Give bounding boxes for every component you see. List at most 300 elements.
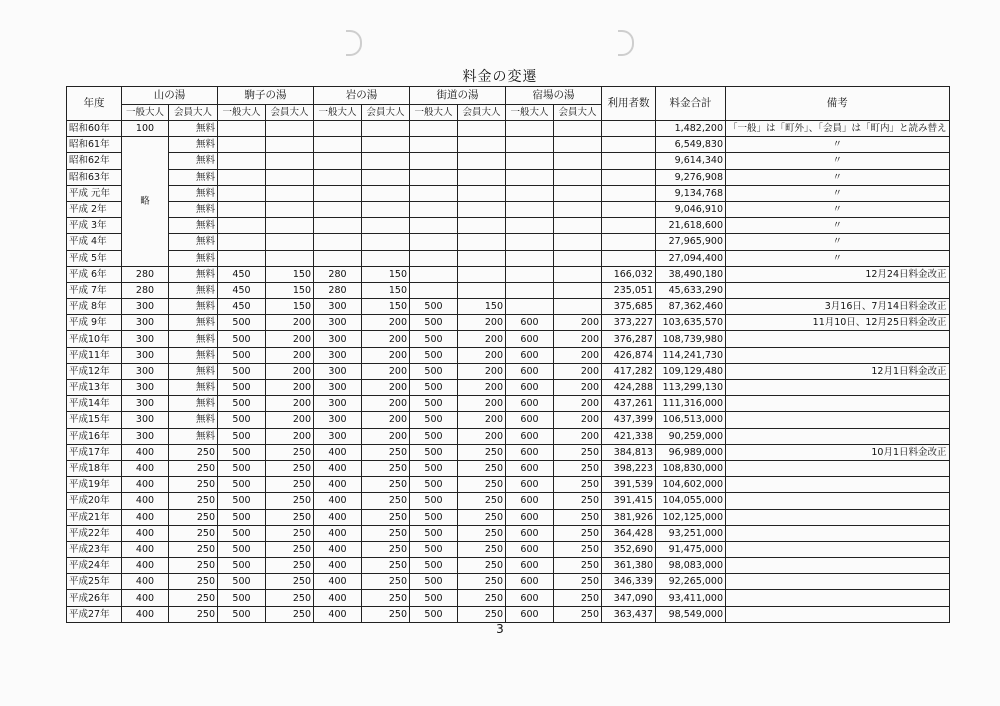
fee-cell: 200 — [362, 363, 410, 379]
fee-cell: 400 — [314, 444, 362, 460]
users-cell: 391,415 — [602, 493, 656, 509]
fee-cell — [266, 218, 314, 234]
year-cell: 平成 7年 — [67, 282, 122, 298]
fee-cell: 280 — [314, 282, 362, 298]
fee-cell: 300 — [122, 347, 169, 363]
year-cell: 平成10年 — [67, 331, 122, 347]
fee-cell: 400 — [314, 541, 362, 557]
fee-cell: 280 — [122, 282, 169, 298]
fee-cell: 500 — [410, 299, 458, 315]
fee-cell — [362, 153, 410, 169]
year-cell: 昭和62年 — [67, 153, 122, 169]
fee-cell: 500 — [410, 380, 458, 396]
fee-cell: 450 — [218, 299, 266, 315]
fee-cell: 600 — [506, 396, 554, 412]
fee-cell: 400 — [314, 525, 362, 541]
fee-cell: 200 — [362, 428, 410, 444]
fee-cell: 200 — [554, 428, 602, 444]
year-cell: 平成26年 — [67, 590, 122, 606]
table-row — [67, 590, 950, 606]
fee-cell — [314, 137, 362, 153]
fee-cell — [506, 121, 554, 137]
total-cell: 98,549,000 — [656, 606, 726, 622]
fee-cell — [266, 121, 314, 137]
table-row — [67, 315, 950, 331]
fee-cell: 無料 — [169, 299, 218, 315]
fee-cell: 300 — [314, 396, 362, 412]
table-row — [67, 185, 950, 201]
year-cell: 平成11年 — [67, 347, 122, 363]
fee-cell: 100 — [122, 121, 169, 137]
fee-cell: 250 — [169, 590, 218, 606]
table-row — [67, 509, 950, 525]
notes-cell — [726, 347, 950, 363]
fee-cell — [458, 266, 506, 282]
fee-cell: 500 — [218, 574, 266, 590]
fee-cell: 400 — [314, 493, 362, 509]
header-member-adult: 会員大人 — [554, 105, 602, 121]
fee-cell: 200 — [362, 315, 410, 331]
fee-cell: 250 — [554, 477, 602, 493]
total-cell: 91,475,000 — [656, 541, 726, 557]
notes-cell: 〃 — [726, 153, 950, 169]
users-cell: 384,813 — [602, 444, 656, 460]
header-general-adult: 一般大人 — [314, 105, 362, 121]
notes-cell — [726, 380, 950, 396]
fee-cell: 250 — [169, 541, 218, 557]
fee-cell: 500 — [218, 493, 266, 509]
fee-cell: 500 — [410, 525, 458, 541]
year-cell: 平成 3年 — [67, 218, 122, 234]
fee-cell: 250 — [458, 590, 506, 606]
fee-cell — [410, 153, 458, 169]
total-cell: 90,259,000 — [656, 428, 726, 444]
total-cell: 93,411,000 — [656, 590, 726, 606]
year-cell: 平成21年 — [67, 509, 122, 525]
fee-cell: 600 — [506, 444, 554, 460]
fee-cell: 500 — [218, 428, 266, 444]
fee-cell — [314, 121, 362, 137]
users-cell — [602, 250, 656, 266]
fee-cell: 500 — [410, 412, 458, 428]
fee-cell — [458, 185, 506, 201]
table-row — [67, 574, 950, 590]
header-general-adult: 一般大人 — [506, 105, 554, 121]
fee-cell: 450 — [218, 282, 266, 298]
year-cell: 平成24年 — [67, 558, 122, 574]
fee-cell: 500 — [218, 331, 266, 347]
fee-cell: 500 — [410, 331, 458, 347]
fee-cell: 200 — [362, 412, 410, 428]
fee-cell: 250 — [266, 493, 314, 509]
fee-cell — [506, 234, 554, 250]
fee-cell — [218, 137, 266, 153]
year-cell: 平成23年 — [67, 541, 122, 557]
fee-cell: 200 — [554, 347, 602, 363]
fee-cell: 300 — [122, 380, 169, 396]
total-cell: 98,083,000 — [656, 558, 726, 574]
fee-cell — [458, 169, 506, 185]
fee-cell: 150 — [362, 282, 410, 298]
notes-cell — [726, 331, 950, 347]
fee-cell: 150 — [362, 299, 410, 315]
fee-cell: 250 — [266, 590, 314, 606]
fee-cell: 無料 — [169, 380, 218, 396]
users-cell: 166,032 — [602, 266, 656, 282]
fee-cell: 200 — [266, 347, 314, 363]
fee-cell — [410, 185, 458, 201]
fee-cell: 250 — [458, 525, 506, 541]
fee-cell: 250 — [266, 509, 314, 525]
fee-cell — [218, 201, 266, 217]
fee-cell: 200 — [554, 412, 602, 428]
fee-cell: 400 — [314, 460, 362, 476]
table-row — [67, 477, 950, 493]
fee-cell: 600 — [506, 412, 554, 428]
fee-cell: 400 — [122, 444, 169, 460]
fee-cell: 250 — [554, 444, 602, 460]
fee-cell: 250 — [169, 558, 218, 574]
punch-hole-right — [618, 30, 634, 56]
notes-cell — [726, 428, 950, 444]
fee-cell: 250 — [266, 525, 314, 541]
fee-cell: 無料 — [169, 153, 218, 169]
fee-cell: 200 — [458, 380, 506, 396]
fee-cell: 300 — [314, 412, 362, 428]
users-cell — [602, 137, 656, 153]
fee-cell: 500 — [410, 315, 458, 331]
fee-cell — [458, 137, 506, 153]
fee-cell: 250 — [266, 606, 314, 622]
fee-cell: 500 — [410, 509, 458, 525]
fee-cell — [554, 250, 602, 266]
header-general-adult: 一般大人 — [218, 105, 266, 121]
fee-cell — [410, 282, 458, 298]
users-cell — [602, 218, 656, 234]
fee-cell: 600 — [506, 493, 554, 509]
notes-cell: 〃 — [726, 185, 950, 201]
fee-cell: 200 — [362, 380, 410, 396]
notes-cell — [726, 541, 950, 557]
fee-cell: 250 — [169, 444, 218, 460]
fee-cell: 250 — [362, 541, 410, 557]
fee-cell: 250 — [362, 574, 410, 590]
total-cell: 104,055,000 — [656, 493, 726, 509]
users-cell: 347,090 — [602, 590, 656, 606]
fee-cell — [506, 218, 554, 234]
table-row — [67, 234, 950, 250]
table-row — [67, 201, 950, 217]
fee-cell: 250 — [458, 606, 506, 622]
fee-cell: 無料 — [169, 396, 218, 412]
fee-cell — [458, 250, 506, 266]
fee-cell: 500 — [410, 363, 458, 379]
header-bath-name: 山の湯 — [122, 87, 218, 105]
fee-cell: 500 — [218, 315, 266, 331]
page-number: 3 — [496, 622, 504, 636]
total-cell: 27,965,900 — [656, 234, 726, 250]
users-cell: 417,282 — [602, 363, 656, 379]
fee-cell: 300 — [314, 363, 362, 379]
fee-cell: 150 — [458, 299, 506, 315]
fee-cell: 200 — [554, 331, 602, 347]
table-row — [67, 331, 950, 347]
users-cell — [602, 121, 656, 137]
fee-cell: 250 — [458, 509, 506, 525]
fee-cell: 400 — [314, 590, 362, 606]
total-cell: 96,989,000 — [656, 444, 726, 460]
fee-cell: 250 — [169, 477, 218, 493]
total-cell: 21,618,600 — [656, 218, 726, 234]
notes-cell: 〃 — [726, 218, 950, 234]
fee-cell: 300 — [122, 299, 169, 315]
table-row — [67, 266, 950, 282]
fee-cell: 200 — [554, 315, 602, 331]
notes-cell: 〃 — [726, 169, 950, 185]
fee-cell: 250 — [458, 460, 506, 476]
fee-cell: 250 — [554, 493, 602, 509]
header-users: 利用者数 — [602, 87, 656, 121]
fee-cell: 300 — [314, 428, 362, 444]
fee-cell: 150 — [266, 266, 314, 282]
fee-cell — [554, 218, 602, 234]
notes-cell: 〃 — [726, 201, 950, 217]
users-cell: 361,380 — [602, 558, 656, 574]
fee-cell — [506, 169, 554, 185]
fee-cell: 150 — [266, 299, 314, 315]
year-cell: 昭和61年 — [67, 137, 122, 153]
year-cell: 平成13年 — [67, 380, 122, 396]
fee-cell: 300 — [314, 331, 362, 347]
fee-cell — [458, 218, 506, 234]
fee-cell — [266, 234, 314, 250]
fee-cell — [266, 169, 314, 185]
table-row — [67, 218, 950, 234]
fee-cell: 250 — [554, 525, 602, 541]
fee-cell — [554, 266, 602, 282]
fee-cell: 500 — [218, 460, 266, 476]
year-cell: 平成14年 — [67, 396, 122, 412]
fee-cell: 250 — [362, 477, 410, 493]
fee-cell: 500 — [218, 396, 266, 412]
total-cell: 9,134,768 — [656, 185, 726, 201]
users-cell — [602, 201, 656, 217]
notes-cell: 11月10日、12月25日料金改正 — [726, 315, 950, 331]
year-cell: 平成25年 — [67, 574, 122, 590]
notes-cell — [726, 606, 950, 622]
fee-cell: 500 — [218, 541, 266, 557]
fee-cell — [458, 234, 506, 250]
year-cell: 平成15年 — [67, 412, 122, 428]
fee-cell: 200 — [266, 315, 314, 331]
table-row — [67, 541, 950, 557]
fee-cell: 500 — [218, 558, 266, 574]
fee-cell: 無料 — [169, 428, 218, 444]
fee-cell: 200 — [554, 363, 602, 379]
fee-cell: 600 — [506, 525, 554, 541]
fee-cell: 500 — [410, 347, 458, 363]
fee-cell: 250 — [169, 460, 218, 476]
fee-cell — [410, 250, 458, 266]
fee-cell: 無料 — [169, 363, 218, 379]
fee-cell: 200 — [458, 363, 506, 379]
year-cell: 平成 6年 — [67, 266, 122, 282]
abbreviated-cell: 略 — [122, 137, 169, 267]
fee-cell: 250 — [169, 525, 218, 541]
fee-cell: 500 — [218, 380, 266, 396]
notes-cell — [726, 477, 950, 493]
fee-cell: 150 — [266, 282, 314, 298]
fee-cell: 300 — [314, 347, 362, 363]
fee-cell: 500 — [218, 590, 266, 606]
fee-cell — [410, 266, 458, 282]
fee-cell: 300 — [122, 412, 169, 428]
fee-cell — [554, 121, 602, 137]
fee-cell: 500 — [218, 509, 266, 525]
fee-cell — [314, 218, 362, 234]
users-cell: 391,539 — [602, 477, 656, 493]
users-cell: 346,339 — [602, 574, 656, 590]
table-row — [67, 153, 950, 169]
fee-cell: 200 — [362, 331, 410, 347]
fee-cell: 200 — [266, 396, 314, 412]
total-cell: 45,633,290 — [656, 282, 726, 298]
fee-cell: 500 — [218, 363, 266, 379]
fee-cell — [506, 299, 554, 315]
fee-cell — [314, 185, 362, 201]
fee-cell: 250 — [362, 606, 410, 622]
fee-cell: 500 — [218, 525, 266, 541]
year-cell: 平成19年 — [67, 477, 122, 493]
fee-cell — [362, 250, 410, 266]
table-row — [67, 412, 950, 428]
fee-cell: 250 — [458, 574, 506, 590]
page-title: 料金の変遷 — [462, 69, 538, 85]
fee-cell: 400 — [122, 477, 169, 493]
fee-cell: 250 — [554, 590, 602, 606]
notes-cell — [726, 493, 950, 509]
fee-cell: 250 — [169, 606, 218, 622]
fee-cell: 500 — [410, 396, 458, 412]
header-year: 年度 — [67, 87, 122, 121]
fee-cell — [410, 121, 458, 137]
fee-cell — [506, 185, 554, 201]
fee-cell: 250 — [362, 590, 410, 606]
fee-cell: 250 — [458, 444, 506, 460]
fee-cell: 無料 — [169, 250, 218, 266]
fee-cell: 400 — [122, 558, 169, 574]
fee-cell: 400 — [122, 590, 169, 606]
table-row — [67, 250, 950, 266]
fee-cell — [506, 137, 554, 153]
fee-cell: 500 — [410, 428, 458, 444]
fee-cell: 400 — [314, 477, 362, 493]
year-cell: 平成 9年 — [67, 315, 122, 331]
fee-cell — [218, 121, 266, 137]
fee-cell — [362, 185, 410, 201]
fee-cell — [554, 234, 602, 250]
fee-cell: 無料 — [169, 331, 218, 347]
fee-cell: 250 — [266, 477, 314, 493]
total-cell: 103,635,570 — [656, 315, 726, 331]
users-cell — [602, 234, 656, 250]
fee-cell: 250 — [266, 541, 314, 557]
users-cell: 421,338 — [602, 428, 656, 444]
fee-cell — [218, 153, 266, 169]
users-cell: 375,685 — [602, 299, 656, 315]
fee-cell — [362, 201, 410, 217]
notes-cell — [726, 412, 950, 428]
fee-cell: 無料 — [169, 185, 218, 201]
year-cell: 平成 8年 — [67, 299, 122, 315]
fee-cell: 280 — [314, 266, 362, 282]
fee-cell — [218, 234, 266, 250]
table-row — [67, 169, 950, 185]
fee-cell: 500 — [218, 444, 266, 460]
fee-cell: 400 — [122, 460, 169, 476]
fee-cell — [362, 234, 410, 250]
users-cell: 437,399 — [602, 412, 656, 428]
fee-cell: 400 — [314, 574, 362, 590]
fee-cell: 200 — [362, 396, 410, 412]
fee-cell: 200 — [458, 412, 506, 428]
fee-cell — [314, 250, 362, 266]
fee-cell: 400 — [122, 509, 169, 525]
fee-cell: 500 — [410, 606, 458, 622]
fee-cell — [506, 250, 554, 266]
fee-cell — [554, 153, 602, 169]
notes-cell — [726, 282, 950, 298]
header-general-adult: 一般大人 — [410, 105, 458, 121]
fee-cell: 600 — [506, 477, 554, 493]
fee-cell: 250 — [169, 509, 218, 525]
fee-cell: 500 — [218, 606, 266, 622]
fee-cell: 250 — [362, 509, 410, 525]
fee-cell: 250 — [554, 460, 602, 476]
total-cell: 93,251,000 — [656, 525, 726, 541]
year-cell: 平成12年 — [67, 363, 122, 379]
users-cell: 363,437 — [602, 606, 656, 622]
fee-cell: 500 — [410, 477, 458, 493]
fee-cell: 250 — [458, 493, 506, 509]
notes-cell — [726, 574, 950, 590]
fee-cell: 200 — [266, 380, 314, 396]
fee-cell — [458, 201, 506, 217]
total-cell: 27,094,400 — [656, 250, 726, 266]
fee-cell: 300 — [314, 315, 362, 331]
fee-cell: 無料 — [169, 121, 218, 137]
fee-cell: 200 — [266, 428, 314, 444]
fee-cell: 無料 — [169, 234, 218, 250]
table-row — [67, 121, 950, 137]
table-row — [67, 380, 950, 396]
total-cell: 6,549,830 — [656, 137, 726, 153]
fee-cell: 250 — [266, 558, 314, 574]
notes-cell: 〃 — [726, 250, 950, 266]
fee-cell: 300 — [314, 299, 362, 315]
fee-history-table — [66, 86, 950, 623]
fee-cell: 600 — [506, 363, 554, 379]
fee-cell: 300 — [122, 363, 169, 379]
fee-cell: 500 — [410, 558, 458, 574]
fee-cell: 500 — [410, 460, 458, 476]
fee-cell: 250 — [458, 541, 506, 557]
fee-cell — [554, 299, 602, 315]
header-bath-name: 宿場の湯 — [506, 87, 602, 105]
users-cell: 437,261 — [602, 396, 656, 412]
fee-cell — [362, 169, 410, 185]
fee-cell: 250 — [554, 606, 602, 622]
